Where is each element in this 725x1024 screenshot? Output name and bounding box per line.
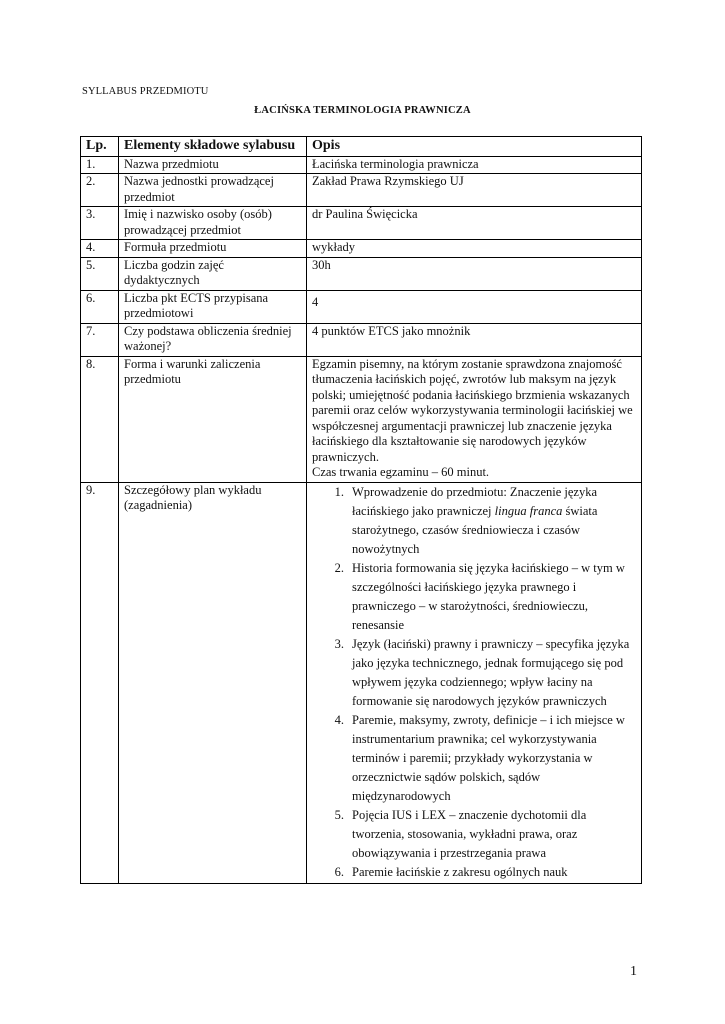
- row-opis: Łacińska terminologia prawnicza: [307, 156, 642, 174]
- list-item-text: Wprowadzenie do przedmiotu: Znaczenie języka łacińskiego jako prawniczej lingua franca świata starożytnego, czasów średniowiecza i czasów nowożytnych: [352, 484, 598, 556]
- list-item-text: Język (łaciński) prawny i prawniczy – specyfika języka jako języka technicznego, jednak formującego się pod wpływem języka codziennego; wpływ łaciny na formowanie się narodowych języków prawniczych: [352, 636, 630, 708]
- row-opis: dr Paulina Święcicka: [307, 207, 642, 240]
- list-item: [312, 559, 637, 635]
- row-opis: [307, 482, 642, 883]
- list-item-text: Pojęcia IUS i LEX – znaczenie dychotomii dla tworzenia, stosowania, wykładni prawa, oraz obowiązywania i przestrzegania prawa: [352, 807, 587, 860]
- row-element: Nazwa jednostki prowadzącej przedmiot: [119, 174, 307, 207]
- header-opis: Opis: [307, 137, 642, 157]
- row-lp: 1.: [81, 156, 119, 174]
- row-element: Szczegółowy plan wykładu (zagadnienia): [119, 482, 307, 883]
- italic-term: lingua franca: [494, 503, 563, 518]
- exam-duration: Czas trwania egzaminu – 60 minut.: [312, 465, 490, 479]
- list-item: [312, 635, 637, 711]
- table-row: [81, 156, 642, 174]
- row-element: Imię i nazwisko osoby (osób) prowadzącej przedmiot: [119, 207, 307, 240]
- row-element: Liczba pkt ECTS przypisana przedmiotowi: [119, 290, 307, 323]
- list-item-number: 6.: [334, 864, 344, 879]
- row-element: Liczba godzin zajęć dydaktycznych: [119, 257, 307, 290]
- table-row: [81, 240, 642, 258]
- list-item: [312, 711, 637, 806]
- list-item-number: 5.: [334, 807, 344, 822]
- document-header: SYLLABUS PRZEDMIOTU: [82, 86, 209, 97]
- list-item-number: 3.: [334, 636, 344, 651]
- table-header-row: [81, 137, 642, 157]
- list-item-text: Historia formowania się języka łacińskiego – w tym w szczególności łacińskiego języka prawnego i prawniczego – w starożytności, średniowieczu, renesansie: [352, 560, 625, 632]
- table-row: [81, 174, 642, 207]
- list-item-text: Paremie, maksymy, zwroty, definicje – i ich miejsce w instrumentarium prawnika; cel wykorzystywania terminów i paremii; przykłady wykorzystania w orzecznictwie sądów polskich, sądów międzynarodowych: [352, 712, 625, 803]
- row-element: Czy podstawa obliczenia średniej ważonej?: [119, 323, 307, 356]
- list-item-number: 1.: [334, 484, 344, 499]
- list-item-text: Paremie łacińskie z zakresu ogólnych nauk: [352, 864, 568, 879]
- row-element: Nazwa przedmiotu: [119, 156, 307, 174]
- row-opis: Zakład Prawa Rzymskiego UJ: [307, 174, 642, 207]
- row-lp: 8.: [81, 356, 119, 482]
- row-lp: 3.: [81, 207, 119, 240]
- table-row: [81, 482, 642, 883]
- row-lp: 7.: [81, 323, 119, 356]
- row-element: Formuła przedmiotu: [119, 240, 307, 258]
- lecture-plan-list: [312, 483, 637, 882]
- row-opis: 4: [307, 290, 642, 323]
- list-item-number: 2.: [334, 560, 344, 575]
- list-item: [312, 863, 637, 882]
- list-item: [312, 483, 637, 559]
- row-lp: 9.: [81, 482, 119, 883]
- syllabus-table: [80, 136, 642, 884]
- row-element: Forma i warunki zaliczenia przedmiotu: [119, 356, 307, 482]
- page-number: 1: [630, 964, 637, 979]
- row-opis: [307, 356, 642, 482]
- exam-description: Egzamin pisemny, na którym zostanie sprawdzona znajomość tłumaczenia łacińskich pojęć, zwrotów lub maksym na język polski; umiejętność podania łacińskiego brzmienia wskazanych paremii oraz celów wykorzystywania terminologii łacińskiej we współczesnej argumentacji prawniczej lub znaczenie języka łacińskiego dla kształtowanie się narodowych języków prawniczych.: [312, 356, 633, 464]
- row-opis: 4 punktów ETCS jako mnożnik: [307, 323, 642, 356]
- table-row: [81, 356, 642, 482]
- list-item-number: 4.: [334, 712, 344, 727]
- table-row: [81, 207, 642, 240]
- list-item: [312, 806, 637, 863]
- header-lp: Lp.: [81, 137, 119, 157]
- table-row: [81, 257, 642, 290]
- table-row: [81, 290, 642, 323]
- row-opis: wykłady: [307, 240, 642, 258]
- row-opis: 30h: [307, 257, 642, 290]
- row-lp: 5.: [81, 257, 119, 290]
- row-lp: 6.: [81, 290, 119, 323]
- row-lp: 4.: [81, 240, 119, 258]
- header-element: Elementy składowe sylabusu: [119, 137, 307, 157]
- document-title: ŁACIŃSKA TERMINOLOGIA PRAWNICZA: [254, 105, 471, 116]
- row-lp: 2.: [81, 174, 119, 207]
- table-row: [81, 323, 642, 356]
